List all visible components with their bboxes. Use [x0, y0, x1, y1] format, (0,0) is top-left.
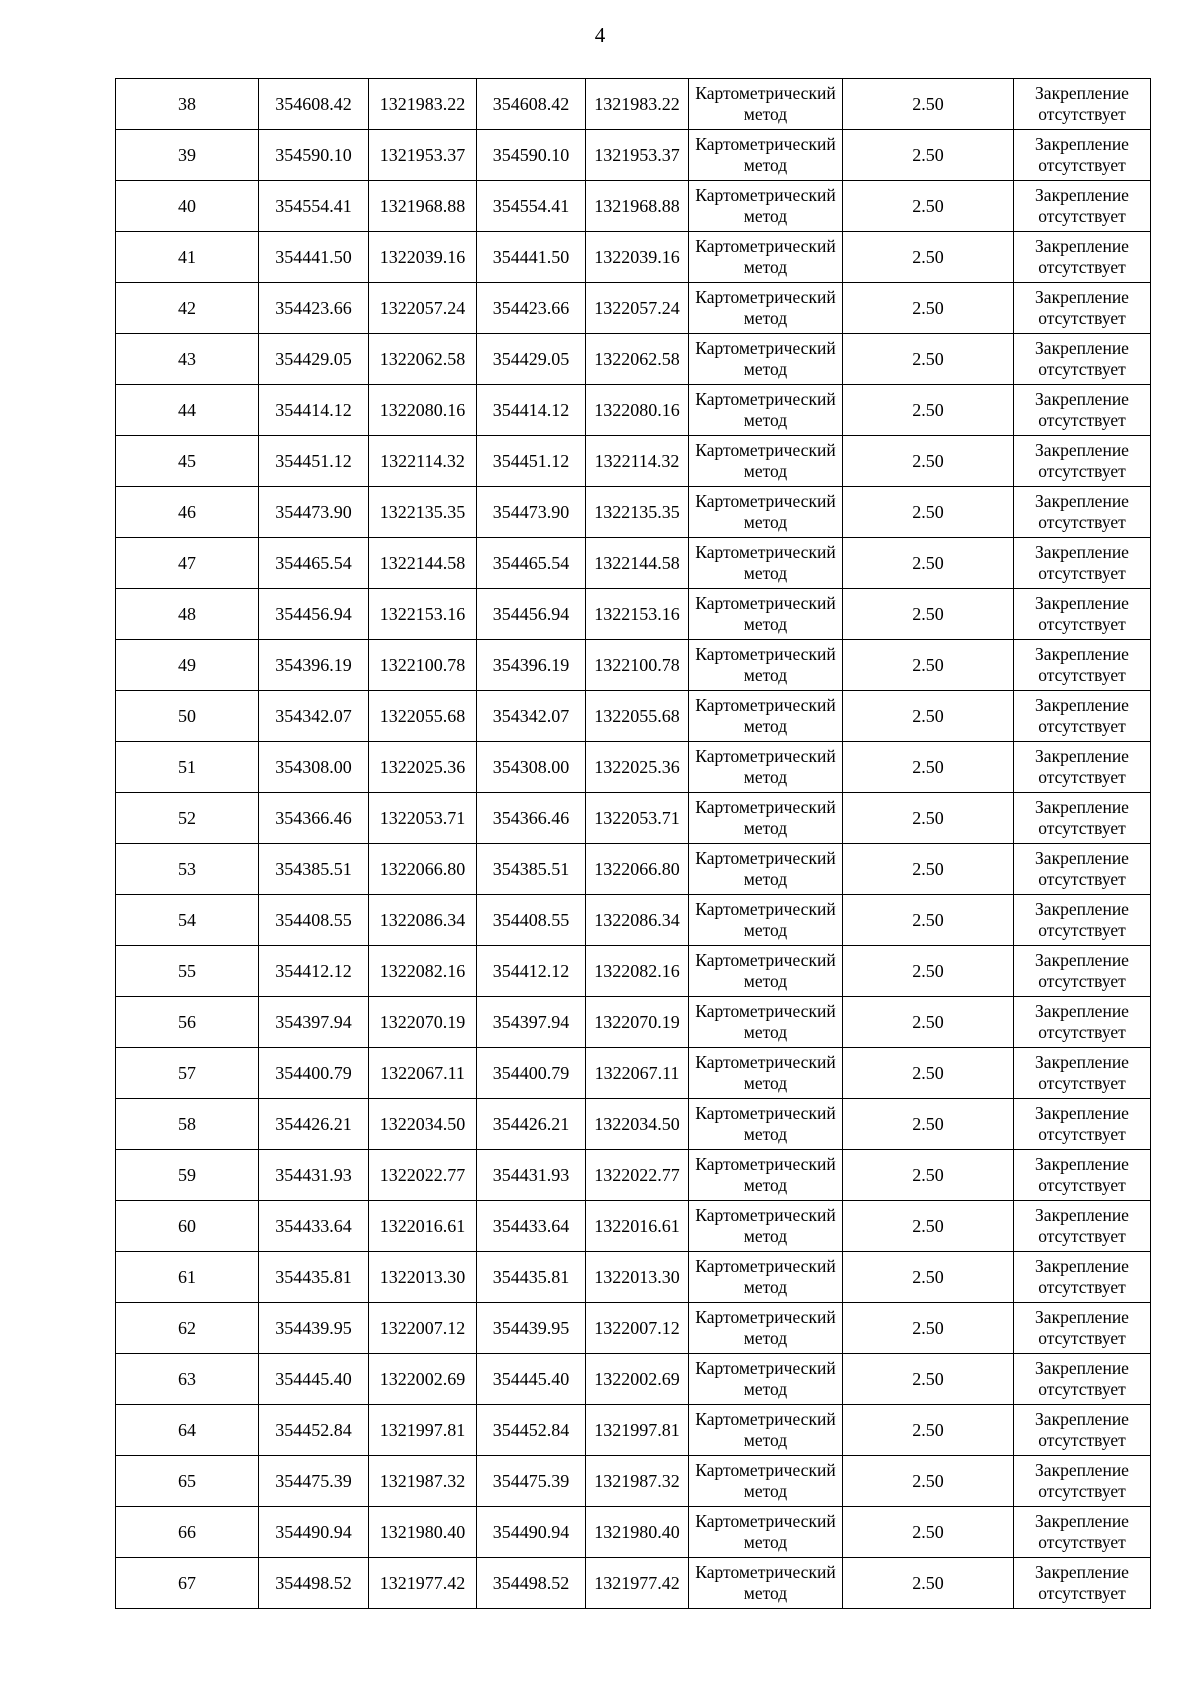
- table-row: [116, 283, 1151, 334]
- method-cell: Картометрический метод: [689, 1252, 843, 1303]
- accuracy-cell: 2.50: [843, 334, 1014, 385]
- existing-y-cell: 1321983.22: [369, 79, 477, 130]
- existing-y-cell: 1322025.36: [369, 742, 477, 793]
- existing-y-cell: 1322082.16: [369, 946, 477, 997]
- existing-x-cell: 354445.40: [259, 1354, 369, 1405]
- existing-y-cell: 1321987.32: [369, 1456, 477, 1507]
- existing-y-cell: 1322080.16: [369, 385, 477, 436]
- point-number-cell: 41: [116, 232, 259, 283]
- new-x-cell: 354426.21: [477, 1099, 586, 1150]
- new-y-cell: 1322067.11: [586, 1048, 689, 1099]
- point-number-cell: 44: [116, 385, 259, 436]
- table-row: [116, 334, 1151, 385]
- fixing-cell: Закрепление отсутствует: [1014, 487, 1151, 538]
- point-number-cell: 53: [116, 844, 259, 895]
- existing-x-cell: 354498.52: [259, 1558, 369, 1609]
- new-x-cell: 354423.66: [477, 283, 586, 334]
- accuracy-cell: 2.50: [843, 181, 1014, 232]
- fixing-cell: Закрепление отсутствует: [1014, 436, 1151, 487]
- accuracy-cell: 2.50: [843, 742, 1014, 793]
- new-y-cell: 1322039.16: [586, 232, 689, 283]
- fixing-cell: Закрепление отсутствует: [1014, 589, 1151, 640]
- table-row: [116, 1201, 1151, 1252]
- existing-x-cell: 354308.00: [259, 742, 369, 793]
- fixing-cell: Закрепление отсутствует: [1014, 1405, 1151, 1456]
- existing-y-cell: 1322070.19: [369, 997, 477, 1048]
- method-cell: Картометрический метод: [689, 1099, 843, 1150]
- table-row: [116, 1456, 1151, 1507]
- new-x-cell: 354465.54: [477, 538, 586, 589]
- new-y-cell: 1321977.42: [586, 1558, 689, 1609]
- method-cell: Картометрический метод: [689, 1558, 843, 1609]
- fixing-cell: Закрепление отсутствует: [1014, 1558, 1151, 1609]
- method-cell: Картометрический метод: [689, 487, 843, 538]
- existing-x-cell: 354452.84: [259, 1405, 369, 1456]
- method-cell: Картометрический метод: [689, 130, 843, 181]
- fixing-cell: Закрепление отсутствует: [1014, 793, 1151, 844]
- method-cell: Картометрический метод: [689, 1405, 843, 1456]
- fixing-cell: Закрепление отсутствует: [1014, 895, 1151, 946]
- new-y-cell: 1322062.58: [586, 334, 689, 385]
- existing-y-cell: 1322062.58: [369, 334, 477, 385]
- point-number-cell: 42: [116, 283, 259, 334]
- method-cell: Картометрический метод: [689, 1456, 843, 1507]
- point-number-cell: 49: [116, 640, 259, 691]
- fixing-cell: Закрепление отсутствует: [1014, 946, 1151, 997]
- existing-y-cell: 1322067.11: [369, 1048, 477, 1099]
- accuracy-cell: 2.50: [843, 1354, 1014, 1405]
- table-row: [116, 691, 1151, 742]
- new-y-cell: 1322007.12: [586, 1303, 689, 1354]
- fixing-cell: Закрепление отсутствует: [1014, 181, 1151, 232]
- table-row: [116, 1048, 1151, 1099]
- point-number-cell: 47: [116, 538, 259, 589]
- accuracy-cell: 2.50: [843, 640, 1014, 691]
- existing-y-cell: 1322016.61: [369, 1201, 477, 1252]
- accuracy-cell: 2.50: [843, 844, 1014, 895]
- new-x-cell: 354473.90: [477, 487, 586, 538]
- new-x-cell: 354554.41: [477, 181, 586, 232]
- point-number-cell: 55: [116, 946, 259, 997]
- point-number-cell: 46: [116, 487, 259, 538]
- new-y-cell: 1321968.88: [586, 181, 689, 232]
- existing-x-cell: 354397.94: [259, 997, 369, 1048]
- new-y-cell: 1322016.61: [586, 1201, 689, 1252]
- method-cell: Картометрический метод: [689, 181, 843, 232]
- method-cell: Картометрический метод: [689, 589, 843, 640]
- point-number-cell: 66: [116, 1507, 259, 1558]
- accuracy-cell: 2.50: [843, 538, 1014, 589]
- existing-x-cell: 354408.55: [259, 895, 369, 946]
- method-cell: Картометрический метод: [689, 895, 843, 946]
- new-y-cell: 1322057.24: [586, 283, 689, 334]
- new-y-cell: 1322082.16: [586, 946, 689, 997]
- point-number-cell: 40: [116, 181, 259, 232]
- accuracy-cell: 2.50: [843, 385, 1014, 436]
- new-x-cell: 354429.05: [477, 334, 586, 385]
- fixing-cell: Закрепление отсутствует: [1014, 232, 1151, 283]
- accuracy-cell: 2.50: [843, 1303, 1014, 1354]
- method-cell: Картометрический метод: [689, 334, 843, 385]
- new-x-cell: 354408.55: [477, 895, 586, 946]
- new-x-cell: 354475.39: [477, 1456, 586, 1507]
- existing-y-cell: 1322144.58: [369, 538, 477, 589]
- existing-x-cell: 354554.41: [259, 181, 369, 232]
- table-row: [116, 1303, 1151, 1354]
- point-number-cell: 60: [116, 1201, 259, 1252]
- method-cell: Картометрический метод: [689, 1303, 843, 1354]
- existing-y-cell: 1322007.12: [369, 1303, 477, 1354]
- new-y-cell: 1322100.78: [586, 640, 689, 691]
- new-y-cell: 1322114.32: [586, 436, 689, 487]
- existing-x-cell: 354400.79: [259, 1048, 369, 1099]
- existing-x-cell: 354435.81: [259, 1252, 369, 1303]
- point-number-cell: 54: [116, 895, 259, 946]
- new-x-cell: 354498.52: [477, 1558, 586, 1609]
- accuracy-cell: 2.50: [843, 130, 1014, 181]
- new-x-cell: 354414.12: [477, 385, 586, 436]
- accuracy-cell: 2.50: [843, 1252, 1014, 1303]
- accuracy-cell: 2.50: [843, 1405, 1014, 1456]
- method-cell: Картометрический метод: [689, 79, 843, 130]
- method-cell: Картометрический метод: [689, 1507, 843, 1558]
- fixing-cell: Закрепление отсутствует: [1014, 283, 1151, 334]
- method-cell: Картометрический метод: [689, 844, 843, 895]
- method-cell: Картометрический метод: [689, 1354, 843, 1405]
- point-number-cell: 48: [116, 589, 259, 640]
- existing-y-cell: 1322053.71: [369, 793, 477, 844]
- method-cell: Картометрический метод: [689, 742, 843, 793]
- fixing-cell: Закрепление отсутствует: [1014, 1201, 1151, 1252]
- method-cell: Картометрический метод: [689, 946, 843, 997]
- new-y-cell: 1322153.16: [586, 589, 689, 640]
- new-y-cell: 1322080.16: [586, 385, 689, 436]
- new-y-cell: 1322070.19: [586, 997, 689, 1048]
- fixing-cell: Закрепление отсутствует: [1014, 334, 1151, 385]
- existing-x-cell: 354439.95: [259, 1303, 369, 1354]
- table-row: [116, 997, 1151, 1048]
- existing-x-cell: 354473.90: [259, 487, 369, 538]
- accuracy-cell: 2.50: [843, 691, 1014, 742]
- new-x-cell: 354385.51: [477, 844, 586, 895]
- fixing-cell: Закрепление отсутствует: [1014, 1099, 1151, 1150]
- new-y-cell: 1322135.35: [586, 487, 689, 538]
- new-x-cell: 354451.12: [477, 436, 586, 487]
- accuracy-cell: 2.50: [843, 1201, 1014, 1252]
- point-number-cell: 51: [116, 742, 259, 793]
- accuracy-cell: 2.50: [843, 793, 1014, 844]
- coordinates-table: [115, 78, 1151, 1609]
- table-row: [116, 1354, 1151, 1405]
- table-row: [116, 130, 1151, 181]
- table-row: [116, 1099, 1151, 1150]
- method-cell: Картометрический метод: [689, 793, 843, 844]
- table-row: [116, 1252, 1151, 1303]
- table-row: [116, 538, 1151, 589]
- existing-y-cell: 1321980.40: [369, 1507, 477, 1558]
- existing-y-cell: 1321997.81: [369, 1405, 477, 1456]
- existing-x-cell: 354608.42: [259, 79, 369, 130]
- accuracy-cell: 2.50: [843, 1558, 1014, 1609]
- new-x-cell: 354431.93: [477, 1150, 586, 1201]
- existing-y-cell: 1322039.16: [369, 232, 477, 283]
- existing-x-cell: 354456.94: [259, 589, 369, 640]
- new-x-cell: 354456.94: [477, 589, 586, 640]
- point-number-cell: 58: [116, 1099, 259, 1150]
- new-x-cell: 354412.12: [477, 946, 586, 997]
- table-row: [116, 1507, 1151, 1558]
- point-number-cell: 63: [116, 1354, 259, 1405]
- point-number-cell: 50: [116, 691, 259, 742]
- existing-x-cell: 354412.12: [259, 946, 369, 997]
- point-number-cell: 64: [116, 1405, 259, 1456]
- existing-y-cell: 1322057.24: [369, 283, 477, 334]
- table-row: [116, 79, 1151, 130]
- method-cell: Картометрический метод: [689, 283, 843, 334]
- accuracy-cell: 2.50: [843, 997, 1014, 1048]
- table-row: [116, 895, 1151, 946]
- existing-y-cell: 1322013.30: [369, 1252, 477, 1303]
- existing-y-cell: 1322034.50: [369, 1099, 477, 1150]
- method-cell: Картометрический метод: [689, 1201, 843, 1252]
- method-cell: Картометрический метод: [689, 385, 843, 436]
- new-y-cell: 1322086.34: [586, 895, 689, 946]
- accuracy-cell: 2.50: [843, 436, 1014, 487]
- new-x-cell: 354608.42: [477, 79, 586, 130]
- accuracy-cell: 2.50: [843, 487, 1014, 538]
- accuracy-cell: 2.50: [843, 1456, 1014, 1507]
- existing-y-cell: 1322114.32: [369, 436, 477, 487]
- method-cell: Картометрический метод: [689, 640, 843, 691]
- fixing-cell: Закрепление отсутствует: [1014, 538, 1151, 589]
- new-x-cell: 354366.46: [477, 793, 586, 844]
- table-row: [116, 436, 1151, 487]
- point-number-cell: 52: [116, 793, 259, 844]
- existing-y-cell: 1322002.69: [369, 1354, 477, 1405]
- existing-x-cell: 354490.94: [259, 1507, 369, 1558]
- new-y-cell: 1321953.37: [586, 130, 689, 181]
- existing-x-cell: 354342.07: [259, 691, 369, 742]
- new-x-cell: 354396.19: [477, 640, 586, 691]
- fixing-cell: Закрепление отсутствует: [1014, 1354, 1151, 1405]
- existing-x-cell: 354433.64: [259, 1201, 369, 1252]
- existing-x-cell: 354423.66: [259, 283, 369, 334]
- existing-y-cell: 1322153.16: [369, 589, 477, 640]
- new-x-cell: 354400.79: [477, 1048, 586, 1099]
- method-cell: Картометрический метод: [689, 691, 843, 742]
- point-number-cell: 38: [116, 79, 259, 130]
- existing-x-cell: 354465.54: [259, 538, 369, 589]
- existing-y-cell: 1322086.34: [369, 895, 477, 946]
- table-row: [116, 640, 1151, 691]
- new-y-cell: 1322066.80: [586, 844, 689, 895]
- fixing-cell: Закрепление отсутствует: [1014, 1048, 1151, 1099]
- fixing-cell: Закрепление отсутствует: [1014, 1507, 1151, 1558]
- fixing-cell: Закрепление отсутствует: [1014, 997, 1151, 1048]
- accuracy-cell: 2.50: [843, 232, 1014, 283]
- fixing-cell: Закрепление отсутствует: [1014, 1150, 1151, 1201]
- accuracy-cell: 2.50: [843, 895, 1014, 946]
- point-number-cell: 57: [116, 1048, 259, 1099]
- fixing-cell: Закрепление отсутствует: [1014, 742, 1151, 793]
- existing-x-cell: 354396.19: [259, 640, 369, 691]
- point-number-cell: 67: [116, 1558, 259, 1609]
- existing-y-cell: 1321953.37: [369, 130, 477, 181]
- table-row: [116, 1558, 1151, 1609]
- accuracy-cell: 2.50: [843, 1048, 1014, 1099]
- point-number-cell: 65: [116, 1456, 259, 1507]
- existing-y-cell: 1321977.42: [369, 1558, 477, 1609]
- existing-y-cell: 1322022.77: [369, 1150, 477, 1201]
- new-y-cell: 1321997.81: [586, 1405, 689, 1456]
- table-row: [116, 487, 1151, 538]
- existing-x-cell: 354385.51: [259, 844, 369, 895]
- existing-x-cell: 354451.12: [259, 436, 369, 487]
- accuracy-cell: 2.50: [843, 589, 1014, 640]
- table-row: [116, 589, 1151, 640]
- accuracy-cell: 2.50: [843, 283, 1014, 334]
- new-y-cell: 1322144.58: [586, 538, 689, 589]
- point-number-cell: 43: [116, 334, 259, 385]
- new-y-cell: 1322002.69: [586, 1354, 689, 1405]
- new-y-cell: 1322055.68: [586, 691, 689, 742]
- table-row: [116, 232, 1151, 283]
- existing-x-cell: 354431.93: [259, 1150, 369, 1201]
- accuracy-cell: 2.50: [843, 1099, 1014, 1150]
- fixing-cell: Закрепление отсутствует: [1014, 385, 1151, 436]
- existing-x-cell: 354426.21: [259, 1099, 369, 1150]
- table-row: [116, 844, 1151, 895]
- table-row: [116, 742, 1151, 793]
- fixing-cell: Закрепление отсутствует: [1014, 79, 1151, 130]
- method-cell: Картометрический метод: [689, 232, 843, 283]
- table-row: [116, 1405, 1151, 1456]
- new-x-cell: 354445.40: [477, 1354, 586, 1405]
- new-x-cell: 354590.10: [477, 130, 586, 181]
- point-number-cell: 59: [116, 1150, 259, 1201]
- new-x-cell: 354452.84: [477, 1405, 586, 1456]
- new-x-cell: 354441.50: [477, 232, 586, 283]
- accuracy-cell: 2.50: [843, 79, 1014, 130]
- existing-x-cell: 354414.12: [259, 385, 369, 436]
- accuracy-cell: 2.50: [843, 1507, 1014, 1558]
- fixing-cell: Закрепление отсутствует: [1014, 1456, 1151, 1507]
- page-number: 4: [594, 23, 606, 47]
- point-number-cell: 39: [116, 130, 259, 181]
- new-y-cell: 1322025.36: [586, 742, 689, 793]
- table-row: [116, 1150, 1151, 1201]
- point-number-cell: 61: [116, 1252, 259, 1303]
- accuracy-cell: 2.50: [843, 1150, 1014, 1201]
- method-cell: Картометрический метод: [689, 997, 843, 1048]
- accuracy-cell: 2.50: [843, 946, 1014, 997]
- existing-x-cell: 354441.50: [259, 232, 369, 283]
- fixing-cell: Закрепление отсутствует: [1014, 691, 1151, 742]
- fixing-cell: Закрепление отсутствует: [1014, 640, 1151, 691]
- new-y-cell: 1321987.32: [586, 1456, 689, 1507]
- existing-x-cell: 354429.05: [259, 334, 369, 385]
- new-x-cell: 354433.64: [477, 1201, 586, 1252]
- point-number-cell: 56: [116, 997, 259, 1048]
- table-row: [116, 793, 1151, 844]
- existing-x-cell: 354366.46: [259, 793, 369, 844]
- existing-y-cell: 1322066.80: [369, 844, 477, 895]
- existing-y-cell: 1322135.35: [369, 487, 477, 538]
- method-cell: Картометрический метод: [689, 436, 843, 487]
- table-row: [116, 181, 1151, 232]
- method-cell: Картометрический метод: [689, 1150, 843, 1201]
- existing-y-cell: 1322055.68: [369, 691, 477, 742]
- new-y-cell: 1322022.77: [586, 1150, 689, 1201]
- coordinates-table-body: [116, 79, 1151, 1609]
- table-row: [116, 946, 1151, 997]
- new-y-cell: 1322053.71: [586, 793, 689, 844]
- new-y-cell: 1322013.30: [586, 1252, 689, 1303]
- fixing-cell: Закрепление отсутствует: [1014, 844, 1151, 895]
- fixing-cell: Закрепление отсутствует: [1014, 1303, 1151, 1354]
- point-number-cell: 45: [116, 436, 259, 487]
- new-x-cell: 354435.81: [477, 1252, 586, 1303]
- existing-x-cell: 354590.10: [259, 130, 369, 181]
- method-cell: Картометрический метод: [689, 538, 843, 589]
- method-cell: Картометрический метод: [689, 1048, 843, 1099]
- new-x-cell: 354439.95: [477, 1303, 586, 1354]
- existing-x-cell: 354475.39: [259, 1456, 369, 1507]
- new-x-cell: 354308.00: [477, 742, 586, 793]
- fixing-cell: Закрепление отсутствует: [1014, 130, 1151, 181]
- new-x-cell: 354397.94: [477, 997, 586, 1048]
- new-x-cell: 354342.07: [477, 691, 586, 742]
- new-y-cell: 1322034.50: [586, 1099, 689, 1150]
- point-number-cell: 62: [116, 1303, 259, 1354]
- new-y-cell: 1321980.40: [586, 1507, 689, 1558]
- new-y-cell: 1321983.22: [586, 79, 689, 130]
- new-x-cell: 354490.94: [477, 1507, 586, 1558]
- existing-y-cell: 1321968.88: [369, 181, 477, 232]
- existing-y-cell: 1322100.78: [369, 640, 477, 691]
- table-row: [116, 385, 1151, 436]
- fixing-cell: Закрепление отсутствует: [1014, 1252, 1151, 1303]
